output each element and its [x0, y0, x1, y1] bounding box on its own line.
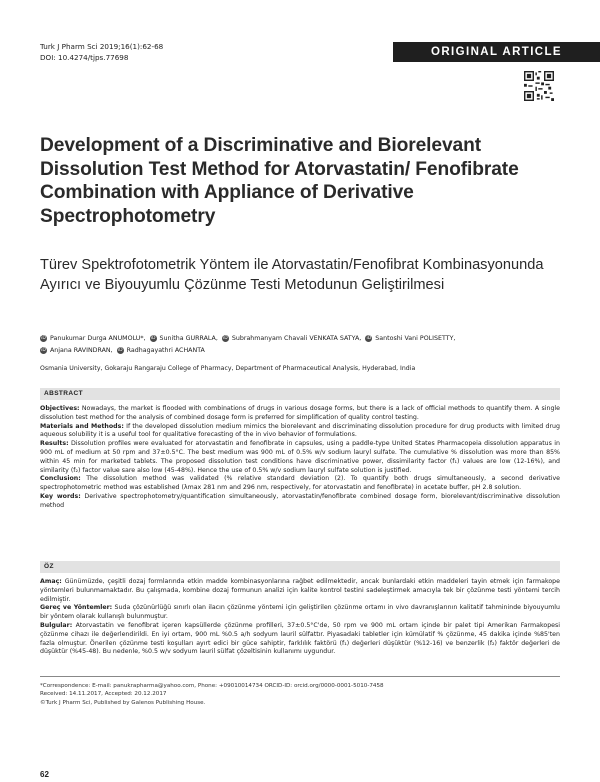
results-label: Results:	[40, 440, 69, 448]
orcid-icon: iD	[366, 335, 372, 341]
oz-heading: ÖZ	[40, 561, 560, 573]
author-item[interactable]	[150, 335, 218, 342]
oz-amac	[40, 578, 560, 604]
footer	[40, 682, 560, 707]
amac-text: Günümüzde, çeşitli dozaj formlarında etkin madde kombinasyonlarına rağbet edilmektedir, ancak bunlardaki etkin maddeleri tayin etmek için farmakope yöntemleri bulunmamaktadır. Bu çalışmada, kombine dozaj formunun analizi için kalite kontrol testini sadeleştirmek amacıyla tek bir çözünme testi yöntemi tercih edilmiştir.	[40, 578, 560, 603]
objectives-text: Nowadays, the market is flooded with combinations of drugs in various dosage forms, but there is a lack of official methods to quantify them. A single dissolution test method for the analysis of combined dosage form is preferred for simplification of quality control testing.	[40, 405, 560, 421]
journal-info	[40, 41, 163, 63]
author-name: Anjana RAVINDRAN,	[50, 347, 113, 354]
doi: DOI: 10.4274/tjps.77698	[40, 53, 129, 62]
page-number: 62	[40, 770, 49, 779]
author-item[interactable]	[222, 335, 361, 342]
bulgular-label: Bulgular:	[40, 621, 73, 629]
abstract-objectives	[40, 405, 560, 423]
bulgular-text: Atorvastatin ve fenofibrat içeren kapsüllerde çözünme profilleri, 37±0.5°C'de, 50 rpm ve 900 mL ortam içinde bir palet tipi Amerikan Farmakopesi çözünme cihazı ile değerlendirildi. En iyi ortam, 900 mL %0.5 a/h sodyum lauril sülfattır. Piyasadaki tabletler için kümülatif % çözünme, 45 dakika içinde %85'ten fazla olmuştur. Önerilen çözünme testi koşulları ayırt edici bir güce sahiptir, farklılık faktörü (f₁) değerleri düşüktür (%12-16) ve benzerlik (f₂) faktör değerleri de düşüktür (%45-48). Bu nedenle, %0.5 w/v sodyum lauril sülfat çözeltisinin kullanımı uygundur.	[40, 621, 560, 656]
results-text: Dissolution profiles were evaluated for atorvastatin and fenofibrate in capsules, using a paddle-type United States Pharmacopeia dissolution apparatus in 900 mL of medium at 50 rpm and 37±0.5°C. The best medium was 900 mL of 0.5% w/v sodium lauryl sulfate. The cumulative % dissolution was more than 85% within 45 min for marketed tablets. The proposed dissolution test conditions have discriminative power, dissimilarity factor (f₁) values are low (12-16%), and similarity (f₂) factor value sare also low (45-48%). Hence the use of 0.5% w/v sodium lauryl sulfate solution is justified.	[40, 440, 560, 474]
conclusion-label: Conclusion:	[40, 475, 81, 483]
author-item[interactable]	[40, 335, 146, 342]
orcid-icon: iD	[117, 347, 123, 353]
amac-label: Amaç:	[40, 578, 62, 585]
methods-text: If the developed dissolution medium mimics the biorelevant and discriminating dissolution procedure for drug products with limited drug aqueous solubility it is a useful tool for qualitative forecasting of the in vivo behavior of formulations.	[40, 422, 560, 439]
gerec-text: Suda çözünürlüğü sınırlı olan ilacın çözünme yöntemi için geliştirilen çözünme ortamı in vivo davranışlarının kalitatif tahmininde biyouyumlu bir yöntem olarak kullanışlı bulunmuştur.	[40, 604, 560, 621]
abstract-body	[40, 405, 560, 511]
oz-body	[40, 578, 560, 657]
copyright: ©Turk J Pharm Sci, Published by Galenos Publishing House.	[40, 699, 206, 706]
keywords-label: Key words:	[40, 492, 81, 500]
conclusion-text: The dissolution method was validated (% relative standard deviation (2). To quantify both drugs simultaneously, a second derivative spectrophotometric method was established (λmax 281 nm and 296 nm, respectively, for atorvastatin and fenofibrate) in acetate buffer, pH 2.8 solution.	[40, 475, 560, 492]
abstract-results	[40, 440, 560, 475]
abstract-heading: ABSTRACT	[40, 388, 560, 400]
article-title-turkish: Türev Spektrofotometrik Yöntem ile Atorvastatin/Fenofibrat Kombinasyonunda Ayırıcı ve Biyouyumlu Çözünme Testi Metodunun Geliştirilmesi	[40, 257, 544, 293]
abstract-methods	[40, 423, 560, 441]
author-item[interactable]	[40, 347, 113, 354]
gerec-label: Gereç ve Yöntemler:	[40, 604, 113, 612]
author-item[interactable]	[117, 347, 205, 354]
footer-divider	[40, 676, 560, 677]
author-name: Santoshi Vani POLISETTY,	[375, 335, 456, 342]
author-item[interactable]	[365, 335, 455, 342]
article-type-banner: ORIGINAL ARTICLE	[393, 42, 600, 62]
author-name: Subrahmanyam Chavali VENKATA SATYA,	[231, 335, 362, 342]
orcid-icon: iD	[223, 335, 228, 341]
affiliation: Osmania University, Gokaraju Rangaraju College of Pharmacy, Department of Pharmaceutical Analysis, Hyderabad, India	[40, 365, 416, 372]
journal-citation: Turk J Pharm Sci 2019;16(1):62-68	[40, 42, 164, 51]
author-name: Radhagayathri ACHANTA	[126, 347, 205, 354]
keywords-text: Derivative spectrophotometry/quantification simultaneously, atorvastatin/fenofibrate combined dosage form, biorelevant/discriminative dissolution method	[40, 492, 560, 509]
correspondence: *Correspondence: E-mail: panukrapharma@yahoo.com, Phone: +09010014734 ORCID-ID: orcid.org/0000-0001-5010-7458	[40, 683, 384, 689]
orcid-icon: iD	[41, 347, 46, 353]
received-accepted: Received: 14.11.2017, Accepted: 20.12.2017	[40, 691, 167, 698]
author-name: Panukumar Durga ANUMOLU*,	[50, 335, 146, 342]
author-list	[40, 333, 565, 357]
orcid-icon: iD	[41, 335, 46, 341]
qr-code-icon[interactable]	[524, 71, 554, 101]
article-title: Development of a Discriminative and Biorelevant Dissolution Test Method for Atorvastatin/ Fenofibrate Combination with Appliance of Derivative Spectrophotometry	[40, 135, 519, 227]
orcid-icon: iD	[150, 335, 156, 341]
abstract-conclusion	[40, 475, 560, 493]
objectives-label: Objectives:	[40, 405, 80, 412]
author-name: Sunitha GURRALA,	[159, 335, 218, 342]
methods-label: Materials and Methods:	[40, 422, 124, 430]
oz-gerec	[40, 604, 560, 622]
oz-bulgular	[40, 622, 560, 657]
abstract-keywords	[40, 493, 560, 511]
